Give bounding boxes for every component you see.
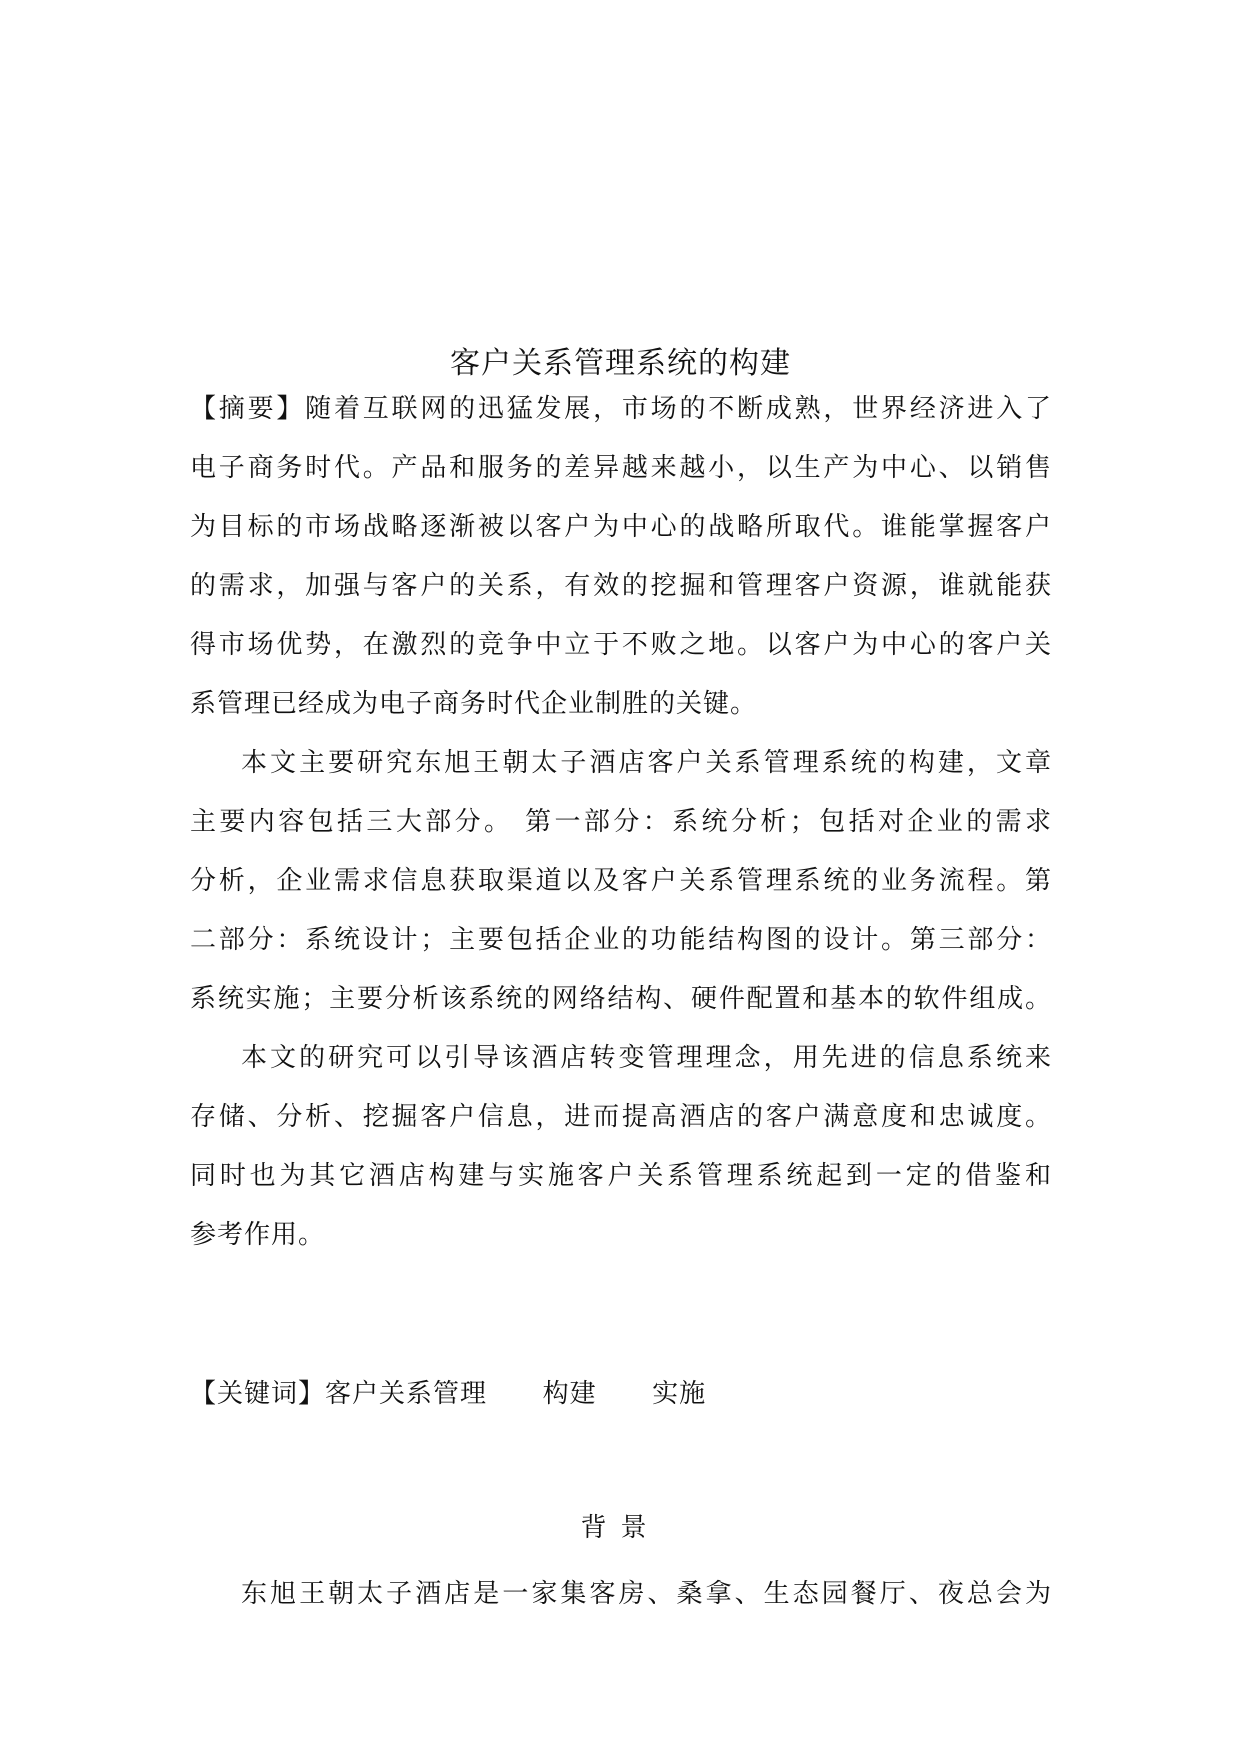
abstract-line: 系统实施；主要分析该系统的网络结构、硬件配置和基本的软件组成。 [190,984,1052,1014]
section-body [190,1565,1052,1624]
abstract-line: 二部分：系统设计；主要包括企业的功能结构图的设计。第三部分： [190,925,1052,955]
abstract-line: 分析，企业需求信息获取渠道以及客户关系管理系统的业务流程。第 [190,866,1052,896]
abstract-line: 存储、分析、挖掘客户信息，进而提高酒店的客户满意度和忠诚度。 [190,1102,1052,1132]
section-title: 背景 [580,1513,661,1543]
abstract-line: 同时也为其它酒店构建与实施客户关系管理系统起到一定的借鉴和 [190,1161,1052,1191]
abstract-line: 【摘要】随着互联网的迅猛发展，市场的不断成熟，世界经济进入了 [190,394,1052,424]
abstract-line: 主要内容包括三大部分。 第一部分：系统分析；包括对企业的需求 [190,807,1052,837]
abstract-line: 系管理已经成为电子商务时代企业制胜的关键。 [190,689,758,719]
abstract-body [190,380,1052,1265]
abstract-line: 电子商务时代。产品和服务的差异越来越小，以生产为中心、以销售 [190,453,1052,483]
abstract-line: 本文的研究可以引导该酒店转变管理理念，用先进的信息系统来 [241,1043,1052,1073]
abstract-line: 的需求，加强与客户的关系，有效的挖掘和管理客户资源，谁就能获 [190,571,1052,601]
document-title: 客户关系管理系统的构建 [450,346,791,381]
abstract-line: 参考作用。 [190,1220,326,1250]
keywords-line: 【关键词】客户关系管理 构建 实施 [190,1379,707,1409]
abstract-line: 本文主要研究东旭王朝太子酒店客户关系管理系统的构建，文章 [241,748,1052,778]
abstract-line: 得市场优势，在激烈的竞争中立于不败之地。以客户为中心的客户关 [190,630,1052,660]
abstract-line: 为目标的市场战略逐渐被以客户为中心的战略所取代。谁能掌握客户 [190,512,1052,542]
section-line: 东旭王朝太子酒店是一家集客房、桑拿、生态园餐厅、夜总会为 [241,1579,1052,1609]
